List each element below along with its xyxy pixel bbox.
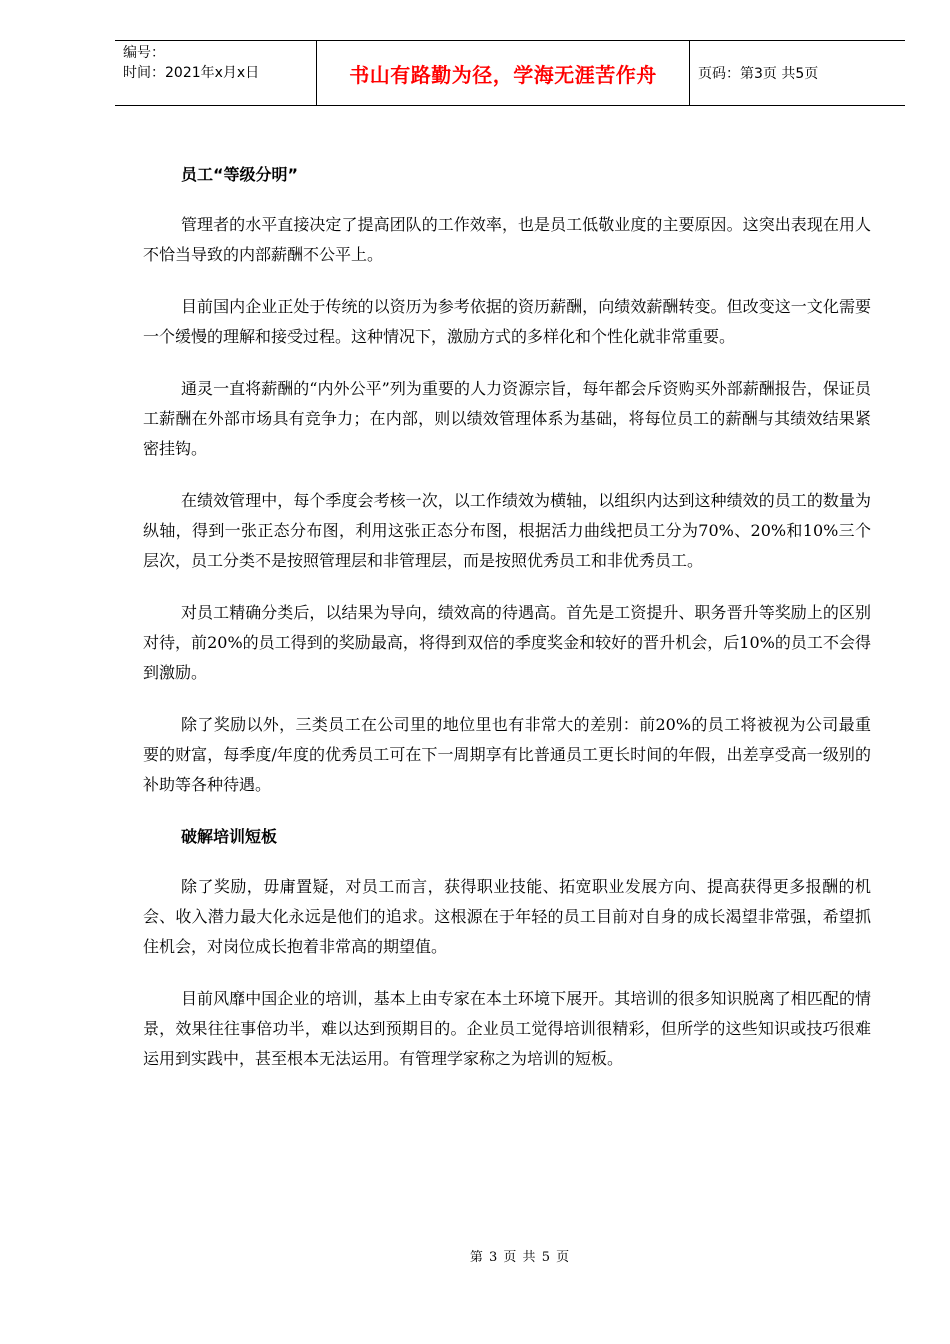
section-training <box>143 822 871 1074</box>
section-heading: 员工“等级分明” <box>181 165 299 184</box>
paragraph: 目前风靡中国企业的培训，基本上由专家在本土环境下展开。其培训的很多知识脱离了相匹配的情景，效果往往事倍功半，难以达到预期目的。企业员工觉得培训很精彩，但所学的这些知识或技巧很难运用到实践中，甚至根本无法运用。有管理学家称之为培训的短板。 <box>143 989 871 1068</box>
paragraph: 目前国内企业正处于传统的以资历为参考依据的资历薪酬，向绩效薪酬转变。但改变这一文化需要一个缓慢的理解和接受过程。这种情况下，激励方式的多样化和个性化就非常重要。 <box>143 297 871 346</box>
document-time-label: 时间：2021年x月x日 <box>123 65 260 81</box>
paragraph: 除了奖励，毋庸置疑，对员工而言，获得职业技能、拓宽职业发展方向、提高获得更多报酬的机会、收入潜力最大化永远是他们的追求。这根源在于年轻的员工目前对自身的成长渴望非常强，希望抓住机会，对岗位成长抱着非常高的期望值。 <box>143 877 871 956</box>
header-page-info: 页码：第3页 共5页 <box>698 66 819 82</box>
document-number-label: 编号： <box>123 45 165 61</box>
paragraph: 通灵一直将薪酬的“内外公平”列为重要的人力资源宗旨，每年都会斥资购买外部薪酬报告，保证员工薪酬在外部市场具有竞争力；在内部，则以绩效管理体系为基础，将每位员工的薪酬与其绩效结果紧密挂钩。 <box>143 379 871 458</box>
paragraph: 除了奖励以外，三类员工在公司里的地位里也有非常大的差别：前20%的员工将被视为公司最重要的财富，每季度/年度的优秀员工可在下一周期享有比普通员工更长时间的年假，出差享受高一级别的补助等各种待遇。 <box>143 715 871 794</box>
header-motto: 书山有路勤为径，学海无涯苦作舟 <box>316 41 690 105</box>
document-body <box>143 160 871 1096</box>
page-header <box>115 40 905 106</box>
header-meta <box>115 41 316 105</box>
section-heading: 破解培训短板 <box>181 827 278 846</box>
paragraph: 对员工精确分类后，以结果为导向，绩效高的待遇高。首先是工资提升、职务晋升等奖励上的区别对待，前20%的员工得到的奖励最高，将得到双倍的季度奖金和较好的晋升机会，后10%的员工不会得到激励。 <box>143 603 871 682</box>
section-employee-grading <box>143 160 871 800</box>
paragraph: 管理者的水平直接决定了提高团队的工作效率，也是员工低敬业度的主要原因。这突出表现在用人不恰当导致的内部薪酬不公平上。 <box>143 215 871 264</box>
paragraph: 在绩效管理中，每个季度会考核一次，以工作绩效为横轴，以组织内达到这种绩效的员工的数量为纵轴，得到一张正态分布图，利用这张正态分布图，根据活力曲线把员工分为70%、20%和10%三个层次，员工分类不是按照管理层和非管理层，而是按照优秀员工和非优秀员工。 <box>143 491 871 570</box>
page-footer: 第 3 页 共 5 页 <box>469 1250 571 1265</box>
